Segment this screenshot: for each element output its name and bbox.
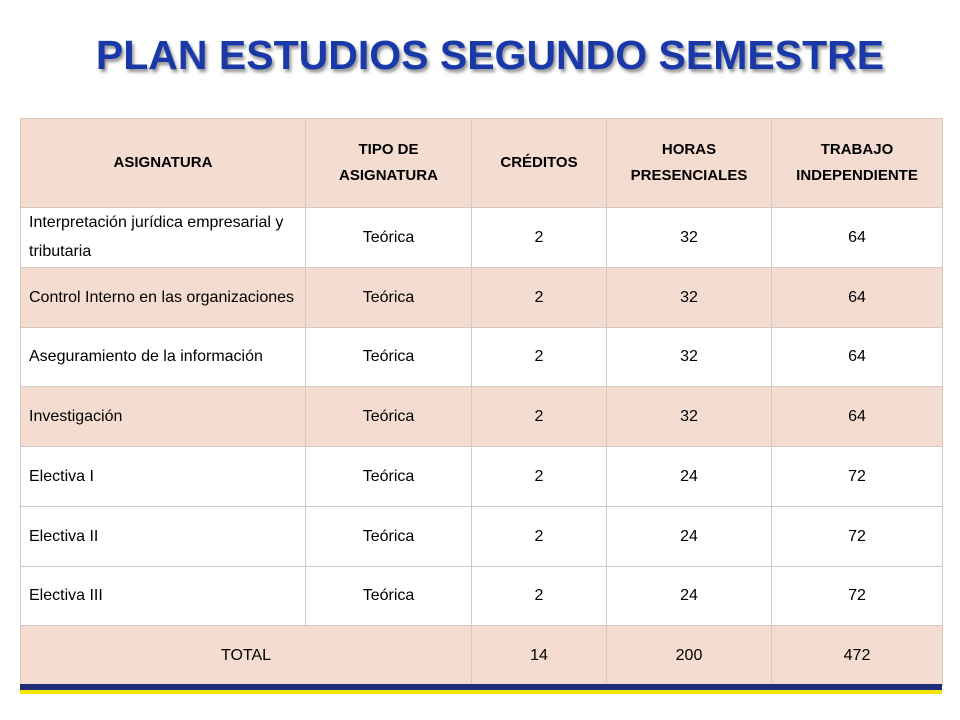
cell-trabajo: 64 — [772, 208, 943, 268]
cell-creditos: 2 — [472, 208, 607, 268]
total-horas: 200 — [607, 626, 772, 686]
table-row — [21, 566, 943, 626]
cell-asignatura: Interpretación jurídica empresarial y tributaria — [21, 208, 306, 268]
study-plan-table — [20, 118, 943, 686]
cell-horas: 24 — [607, 506, 772, 566]
total-creditos: 14 — [472, 626, 607, 686]
cell-asignatura: Electiva I — [21, 447, 306, 507]
cell-tipo: Teórica — [306, 506, 472, 566]
table-row — [21, 208, 943, 268]
cell-trabajo: 72 — [772, 506, 943, 566]
cell-creditos: 2 — [472, 267, 607, 327]
header-tipo: TIPO DE ASIGNATURA — [306, 119, 472, 208]
cell-tipo: Teórica — [306, 387, 472, 447]
cell-tipo: Teórica — [306, 327, 472, 387]
header-trabajo: TRABAJO INDEPENDIENTE — [772, 119, 943, 208]
footer-rule — [20, 684, 942, 694]
cell-trabajo: 64 — [772, 387, 943, 447]
cell-creditos: 2 — [472, 566, 607, 626]
header-horas: HORAS PRESENCIALES — [607, 119, 772, 208]
header-asignatura: ASIGNATURA — [21, 119, 306, 208]
total-label: TOTAL — [21, 626, 472, 686]
cell-trabajo: 64 — [772, 327, 943, 387]
cell-asignatura: Electiva III — [21, 566, 306, 626]
cell-horas: 32 — [607, 387, 772, 447]
page-title: PLAN ESTUDIOS SEGUNDO SEMESTRE — [95, 32, 885, 78]
header-creditos: CRÉDITOS — [472, 119, 607, 208]
cell-tipo: Teórica — [306, 447, 472, 507]
cell-asignatura: Investigación — [21, 387, 306, 447]
table-row — [21, 267, 943, 327]
cell-horas: 32 — [607, 327, 772, 387]
cell-creditos: 2 — [472, 327, 607, 387]
cell-horas: 24 — [607, 566, 772, 626]
cell-asignatura: Control Interno en las organizaciones — [21, 267, 306, 327]
table-header-row — [21, 119, 943, 208]
cell-horas: 32 — [607, 208, 772, 268]
cell-tipo: Teórica — [306, 208, 472, 268]
cell-creditos: 2 — [472, 387, 607, 447]
total-row — [21, 626, 943, 686]
cell-trabajo: 72 — [772, 447, 943, 507]
table-row — [21, 506, 943, 566]
cell-horas: 32 — [607, 267, 772, 327]
cell-asignatura: Electiva II — [21, 506, 306, 566]
table-row — [21, 327, 943, 387]
cell-asignatura: Aseguramiento de la información — [21, 327, 306, 387]
total-trabajo: 472 — [772, 626, 943, 686]
cell-trabajo: 64 — [772, 267, 943, 327]
table-row — [21, 387, 943, 447]
cell-horas: 24 — [607, 447, 772, 507]
cell-tipo: Teórica — [306, 267, 472, 327]
cell-trabajo: 72 — [772, 566, 943, 626]
cell-creditos: 2 — [472, 506, 607, 566]
cell-creditos: 2 — [472, 447, 607, 507]
table-row — [21, 447, 943, 507]
cell-tipo: Teórica — [306, 566, 472, 626]
